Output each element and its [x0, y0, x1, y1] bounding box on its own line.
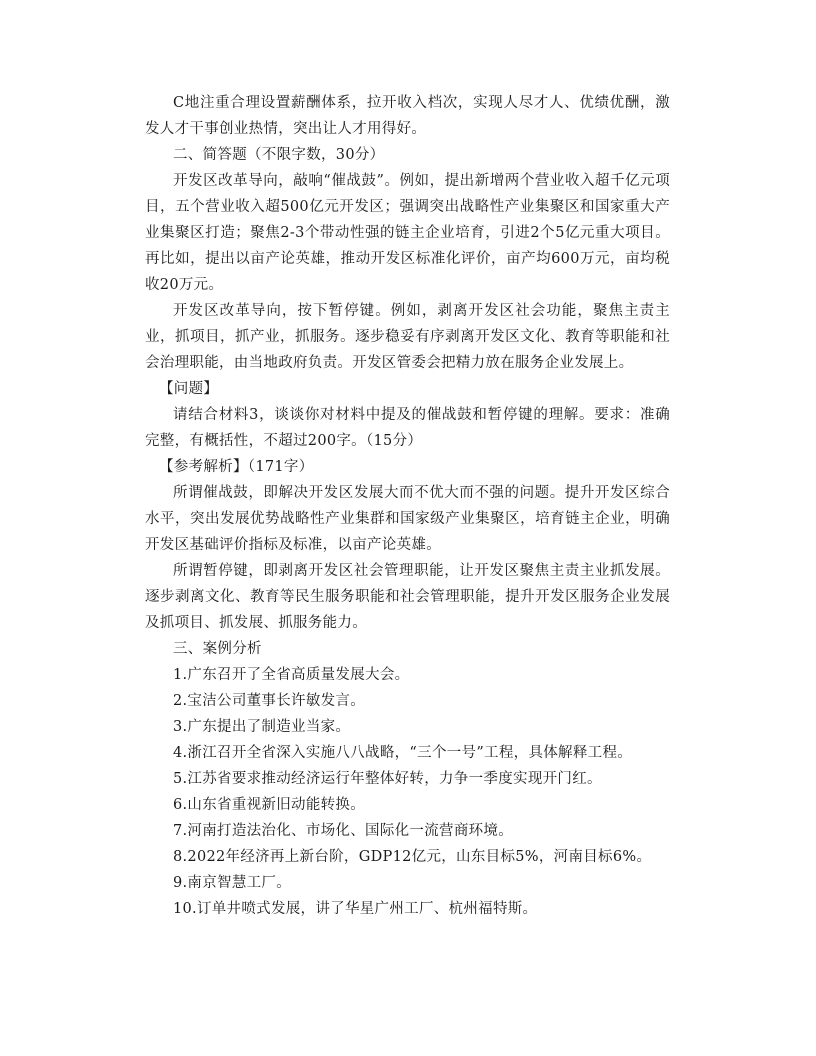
list-item: 7.河南打造法治化、市场化、国际化一流营商环境。 [173, 823, 514, 839]
list-item: 4.浙江召开全省深入实施八八战略，“三个一号”工程，具体解释工程。 [173, 745, 633, 761]
list-item: 5.江苏省要求推动经济运行年整体好转，力争一季度实现开门红。 [173, 771, 602, 787]
case-list [145, 662, 670, 922]
list-item: 9.南京智慧工厂。 [173, 875, 292, 891]
section-heading-case-analysis: 三、案例分析 [173, 641, 262, 657]
list-item: 2.宝洁公司董事长许敏发言。 [173, 693, 366, 709]
answer-paragraph-2: 所谓暂停键，即剥离开发区社会管理职能，让开发区聚焦主责主业抓发展。逐步剥离文化、教育等民生服务职能和社会管理职能，提升开发区服务企业发展及抓项目、抓发展、抓服务能力。 [145, 563, 670, 631]
section-heading-short-answer: 二、简答题（不限字数，30分） [173, 147, 385, 163]
paragraph-pause-key: 开发区改革导向，按下暂停键。例如，剥离开发区社会功能，聚焦主责主业，抓项目，抓产业，抓服务。逐步稳妥有序剥离开发区文化、教育等职能和社会治理职能，由当地政府负责。开发区管委会把精力放在服务企业发展上。 [145, 303, 670, 371]
document-body [145, 90, 670, 922]
answer-paragraph-1: 所谓催战鼓，即解决开发区发展大而不优大而不强的问题。提升开发区综合水平，突出发展优势战略性产业集群和国家级产业集聚区，培育链主企业，明确开发区基础评价指标及标准，以亩产论英雄。 [145, 485, 670, 553]
list-item: 10.订单井喷式发展，讲了华星广州工厂、杭州福特斯。 [173, 901, 538, 917]
question-text: 请结合材料3，谈谈你对材料中提及的催战鼓和暂停键的理解。要求：准确完整，有概括性，不超过200字。（15分） [145, 407, 670, 449]
answer-label: 【参考解析】（171字） [159, 459, 314, 475]
list-item: 3.广东提出了制造业当家。 [173, 719, 351, 735]
paragraph-battle-drum: 开发区改革导向，敲响“催战鼓”。例如，提出新增两个营业收入超千亿元项目，五个营业收入超500亿元开发区；强调突出战略性产业集聚区和国家重大产业集聚区打造；聚焦2-3个带动性强的链主企业培育，引进2个5亿元重大项目。再比如，提出以亩产论英雄，推动开发区标准化评价，亩产均600万元，亩均税收20万元。 [145, 173, 670, 293]
list-item: 1.广东召开了全省高质量发展大会。 [173, 667, 410, 683]
paragraph-c-salary: C地注重合理设置薪酬体系，拉开收入档次，实现人尽才人、优绩优酬，激发人才干事创业热情，突出让人才用得好。 [145, 95, 670, 137]
question-label: 【问题】 [159, 381, 219, 397]
list-item: 8.2022年经济再上新台阶，GDP12亿元，山东目标5%，河南目标6%。 [173, 849, 652, 865]
list-item: 6.山东省重视新旧动能转换。 [173, 797, 366, 813]
